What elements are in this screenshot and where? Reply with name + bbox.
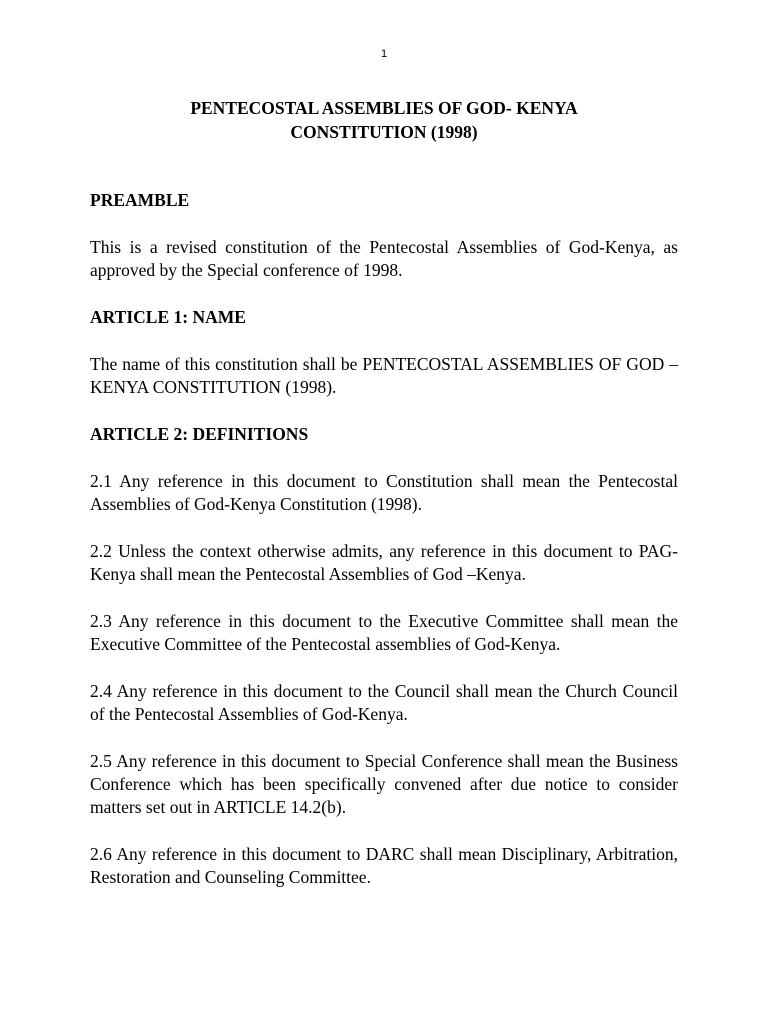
definition-2-1: 2.1 Any reference in this document to Constitution shall mean the Pentecostal Assemblies of God-Kenya Constitution (1998). bbox=[90, 471, 678, 514]
document-title bbox=[90, 96, 678, 144]
definition-2-6: 2.6 Any reference in this document to DARC shall mean Disciplinary, Arbitration, Restoration and Counseling Committee. bbox=[90, 844, 678, 887]
title-line-2: CONSTITUTION (1998) bbox=[290, 122, 478, 142]
page-number: 1 bbox=[380, 48, 388, 60]
preamble-heading: PREAMBLE bbox=[90, 190, 190, 210]
preamble-text: This is a revised constitution of the Pentecostal Assemblies of God-Kenya, as approved by the Special conference of 1998. bbox=[90, 237, 678, 280]
article-2-heading: ARTICLE 2: DEFINITIONS bbox=[90, 424, 309, 444]
definition-2-3: 2.3 Any reference in this document to the Executive Committee shall mean the Executive Committee of the Pentecostal assemblies of God-Kenya. bbox=[90, 611, 678, 654]
document-body bbox=[90, 189, 678, 913]
definition-2-4: 2.4 Any reference in this document to the Council shall mean the Church Council of the Pentecostal Assemblies of God-Kenya. bbox=[90, 681, 678, 724]
article-1-text: The name of this constitution shall be PENTECOSTAL ASSEMBLIES OF GOD –KENYA CONSTITUTION (1998). bbox=[90, 354, 678, 397]
title-line-1: PENTECOSTAL ASSEMBLIES OF GOD- KENYA bbox=[190, 98, 578, 118]
definition-2-2: 2.2 Unless the context otherwise admits, any reference in this document to PAG-Kenya shall mean the Pentecostal Assemblies of God –Kenya. bbox=[90, 541, 678, 584]
definition-2-5: 2.5 Any reference in this document to Special Conference shall mean the Business Conference which has been specifically convened after due notice to consider matters set out in ARTICLE 14.2(b). bbox=[90, 751, 678, 817]
article-1-heading: ARTICLE 1: NAME bbox=[90, 307, 246, 327]
